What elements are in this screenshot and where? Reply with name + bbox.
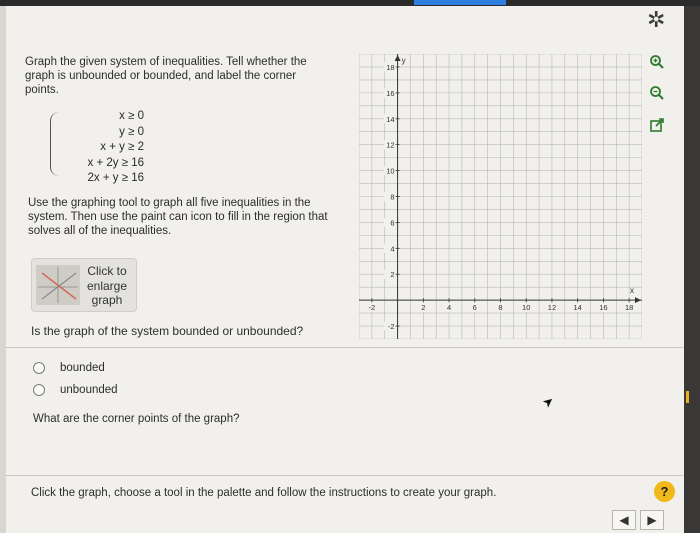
x-tick-label: 14 bbox=[573, 303, 582, 313]
y-tick-label: 18 bbox=[386, 62, 395, 72]
y-tick-label: 4 bbox=[390, 244, 395, 254]
y-tick-label: 14 bbox=[386, 114, 395, 124]
divider bbox=[6, 347, 684, 348]
bounded-option-label[interactable]: bounded bbox=[60, 362, 105, 374]
inequality-2: y ≥ 0 bbox=[119, 125, 144, 138]
x-tick-label: 6 bbox=[472, 303, 477, 313]
footer-divider bbox=[6, 475, 684, 476]
x-tick-label: 12 bbox=[547, 303, 557, 313]
inequality-4: x + 2y ≥ 16 bbox=[87, 156, 144, 169]
zoom-in-icon[interactable] bbox=[645, 51, 669, 73]
y-tick-label: 8 bbox=[390, 192, 395, 202]
inequality-1: x ≥ 0 bbox=[119, 110, 144, 122]
unbounded-option-label[interactable]: unbounded bbox=[60, 384, 118, 396]
mouse-cursor-icon: ➤ bbox=[539, 392, 558, 411]
corner-points-question: What are the corner points of the graph? bbox=[33, 413, 240, 425]
y-tick-label: 12 bbox=[386, 140, 395, 150]
y-axis-arrow bbox=[395, 55, 401, 61]
settings-icon[interactable]: ✲ bbox=[647, 7, 666, 32]
x-axis-arrow bbox=[635, 297, 641, 303]
graph-thumbnail-icon bbox=[36, 265, 80, 305]
x-tick-label: 4 bbox=[446, 303, 452, 313]
system-brace bbox=[50, 112, 59, 176]
x-tick-label: 16 bbox=[599, 303, 608, 313]
y-tick-label: 10 bbox=[386, 166, 395, 176]
instructions-text: Graph the given system of inequalities. Tell whether the graph is unbounded or bounded, and label the corner points. bbox=[25, 56, 307, 96]
x-tick-label: 8 bbox=[498, 303, 503, 313]
y-axis-label: y bbox=[401, 56, 406, 65]
previous-button[interactable]: ◀ bbox=[612, 510, 636, 530]
graph-grid bbox=[359, 54, 642, 339]
footer-instruction: Click the graph, choose a tool in the palette and follow the instructions to create your graph. bbox=[31, 487, 497, 499]
enlarge-label bbox=[80, 264, 134, 308]
bounded-radio[interactable] bbox=[33, 362, 45, 374]
x-tick-label: 10 bbox=[522, 303, 531, 313]
y-tick-label: 6 bbox=[390, 218, 395, 228]
tool-hint-text: Use the graphing tool to graph all five inequalities in the system. Then use the paint can icon to fill in the region that solves all of the inequalities. bbox=[28, 197, 328, 237]
coordinate-graph[interactable] bbox=[359, 54, 642, 339]
x-tick-label: -2 bbox=[368, 303, 376, 313]
x-tick-label: 18 bbox=[624, 303, 634, 313]
enlarge-label-line-3: graph bbox=[91, 293, 123, 307]
right-edge-strip bbox=[684, 6, 700, 533]
inequality-system bbox=[62, 110, 152, 188]
x-tick-label: 2 bbox=[421, 303, 426, 313]
bounded-question: Is the graph of the system bounded or unbounded? bbox=[31, 324, 304, 338]
pop-out-icon[interactable] bbox=[645, 114, 669, 136]
inequality-3: x + y ≥ 2 bbox=[100, 141, 144, 153]
help-button[interactable]: ? bbox=[654, 481, 675, 502]
zoom-out-icon[interactable] bbox=[645, 82, 669, 104]
enlarge-label-line-1: Click to bbox=[87, 264, 127, 278]
enlarge-graph-button[interactable] bbox=[31, 258, 137, 312]
y-tick-label: 16 bbox=[386, 88, 395, 98]
y-tick-label: 2 bbox=[390, 270, 395, 280]
unbounded-radio[interactable] bbox=[33, 384, 45, 396]
y-tick-label: -2 bbox=[387, 322, 395, 332]
next-button[interactable]: ▶ bbox=[640, 510, 664, 530]
inequality-5: 2x + y ≥ 16 bbox=[87, 172, 144, 184]
enlarge-label-line-2: enlarge bbox=[86, 278, 128, 293]
active-tab-indicator bbox=[414, 0, 506, 5]
x-axis-label: x bbox=[630, 286, 634, 296]
scroll-marker bbox=[686, 391, 689, 403]
